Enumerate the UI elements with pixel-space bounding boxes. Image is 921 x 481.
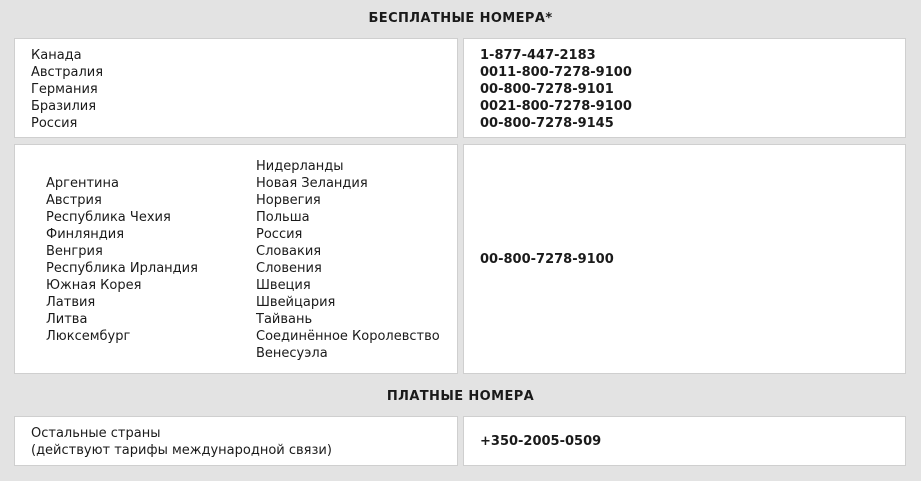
country-item: Польша: [256, 210, 310, 225]
country-item: Финляндия: [46, 227, 125, 242]
phone-number-group2[interactable]: 00-800-7278-9100: [480, 252, 614, 267]
other-countries-label: Остальные страны: [31, 426, 161, 441]
country-canada: Канада: [31, 48, 82, 63]
country-item: Люксембург: [46, 329, 131, 344]
country-item: Южная Корея: [46, 278, 142, 293]
country-item: Словения: [256, 261, 322, 276]
country-item: Аргентина: [46, 176, 119, 191]
country-item: Швеция: [256, 278, 311, 293]
country-item: Республика Ирландия: [46, 261, 198, 276]
group2-countries-cell: [14, 144, 458, 374]
country-germany: Германия: [31, 82, 98, 97]
paid-label-cell: [14, 416, 458, 466]
group1-numbers-list: [480, 47, 632, 132]
country-item: Австрия: [46, 193, 102, 208]
country-russia: Россия: [31, 116, 78, 131]
free-numbers-header: БЕСПЛАТНЫЕ НОМЕРА*: [368, 11, 553, 26]
phone-number-canada[interactable]: 1-877-447-2183: [480, 48, 596, 63]
group2-number-cell: [463, 144, 906, 374]
country-australia: Австралия: [31, 65, 104, 80]
country-item: Нидерланды: [256, 159, 344, 174]
country-item: Норвегия: [256, 193, 321, 208]
paid-numbers-header: ПЛАТНЫЕ НОМЕРА: [386, 389, 535, 404]
country-item: Литва: [46, 312, 88, 327]
country-item: Тайвань: [256, 312, 313, 327]
phone-number-brazil[interactable]: 0021-800-7278-9100: [480, 99, 632, 114]
country-item: Россия: [256, 227, 303, 242]
group2-number-wrap: [480, 251, 614, 268]
phone-number-paid[interactable]: +350-2005-0509: [480, 434, 602, 449]
country-item: Соединённое Королевство: [256, 329, 440, 344]
country-item: Венесуэла: [256, 346, 328, 361]
group1-countries-cell: [14, 38, 458, 138]
country-item: Новая Зеландия: [256, 176, 368, 191]
group1-countries-list: [31, 47, 103, 132]
phone-number-australia[interactable]: 0011-800-7278-9100: [480, 65, 632, 80]
country-item: Швейцария: [256, 295, 336, 310]
group1-numbers-cell: [463, 38, 906, 138]
phone-number-germany[interactable]: 00-800-7278-9101: [480, 82, 614, 97]
paid-number-wrap: [480, 433, 601, 450]
international-rates-note: (действуют тарифы международной связи): [31, 443, 332, 458]
group2-countries-col2: [256, 158, 440, 362]
group2-countries-col1: [46, 175, 198, 345]
paid-label: [31, 425, 332, 459]
country-brazil: Бразилия: [31, 99, 97, 114]
country-item: Венгрия: [46, 244, 103, 259]
country-item: Словакия: [256, 244, 322, 259]
country-item: Республика Чехия: [46, 210, 171, 225]
phone-number-russia[interactable]: 00-800-7278-9145: [480, 116, 614, 131]
country-item: Латвия: [46, 295, 96, 310]
paid-number-cell: [463, 416, 906, 466]
